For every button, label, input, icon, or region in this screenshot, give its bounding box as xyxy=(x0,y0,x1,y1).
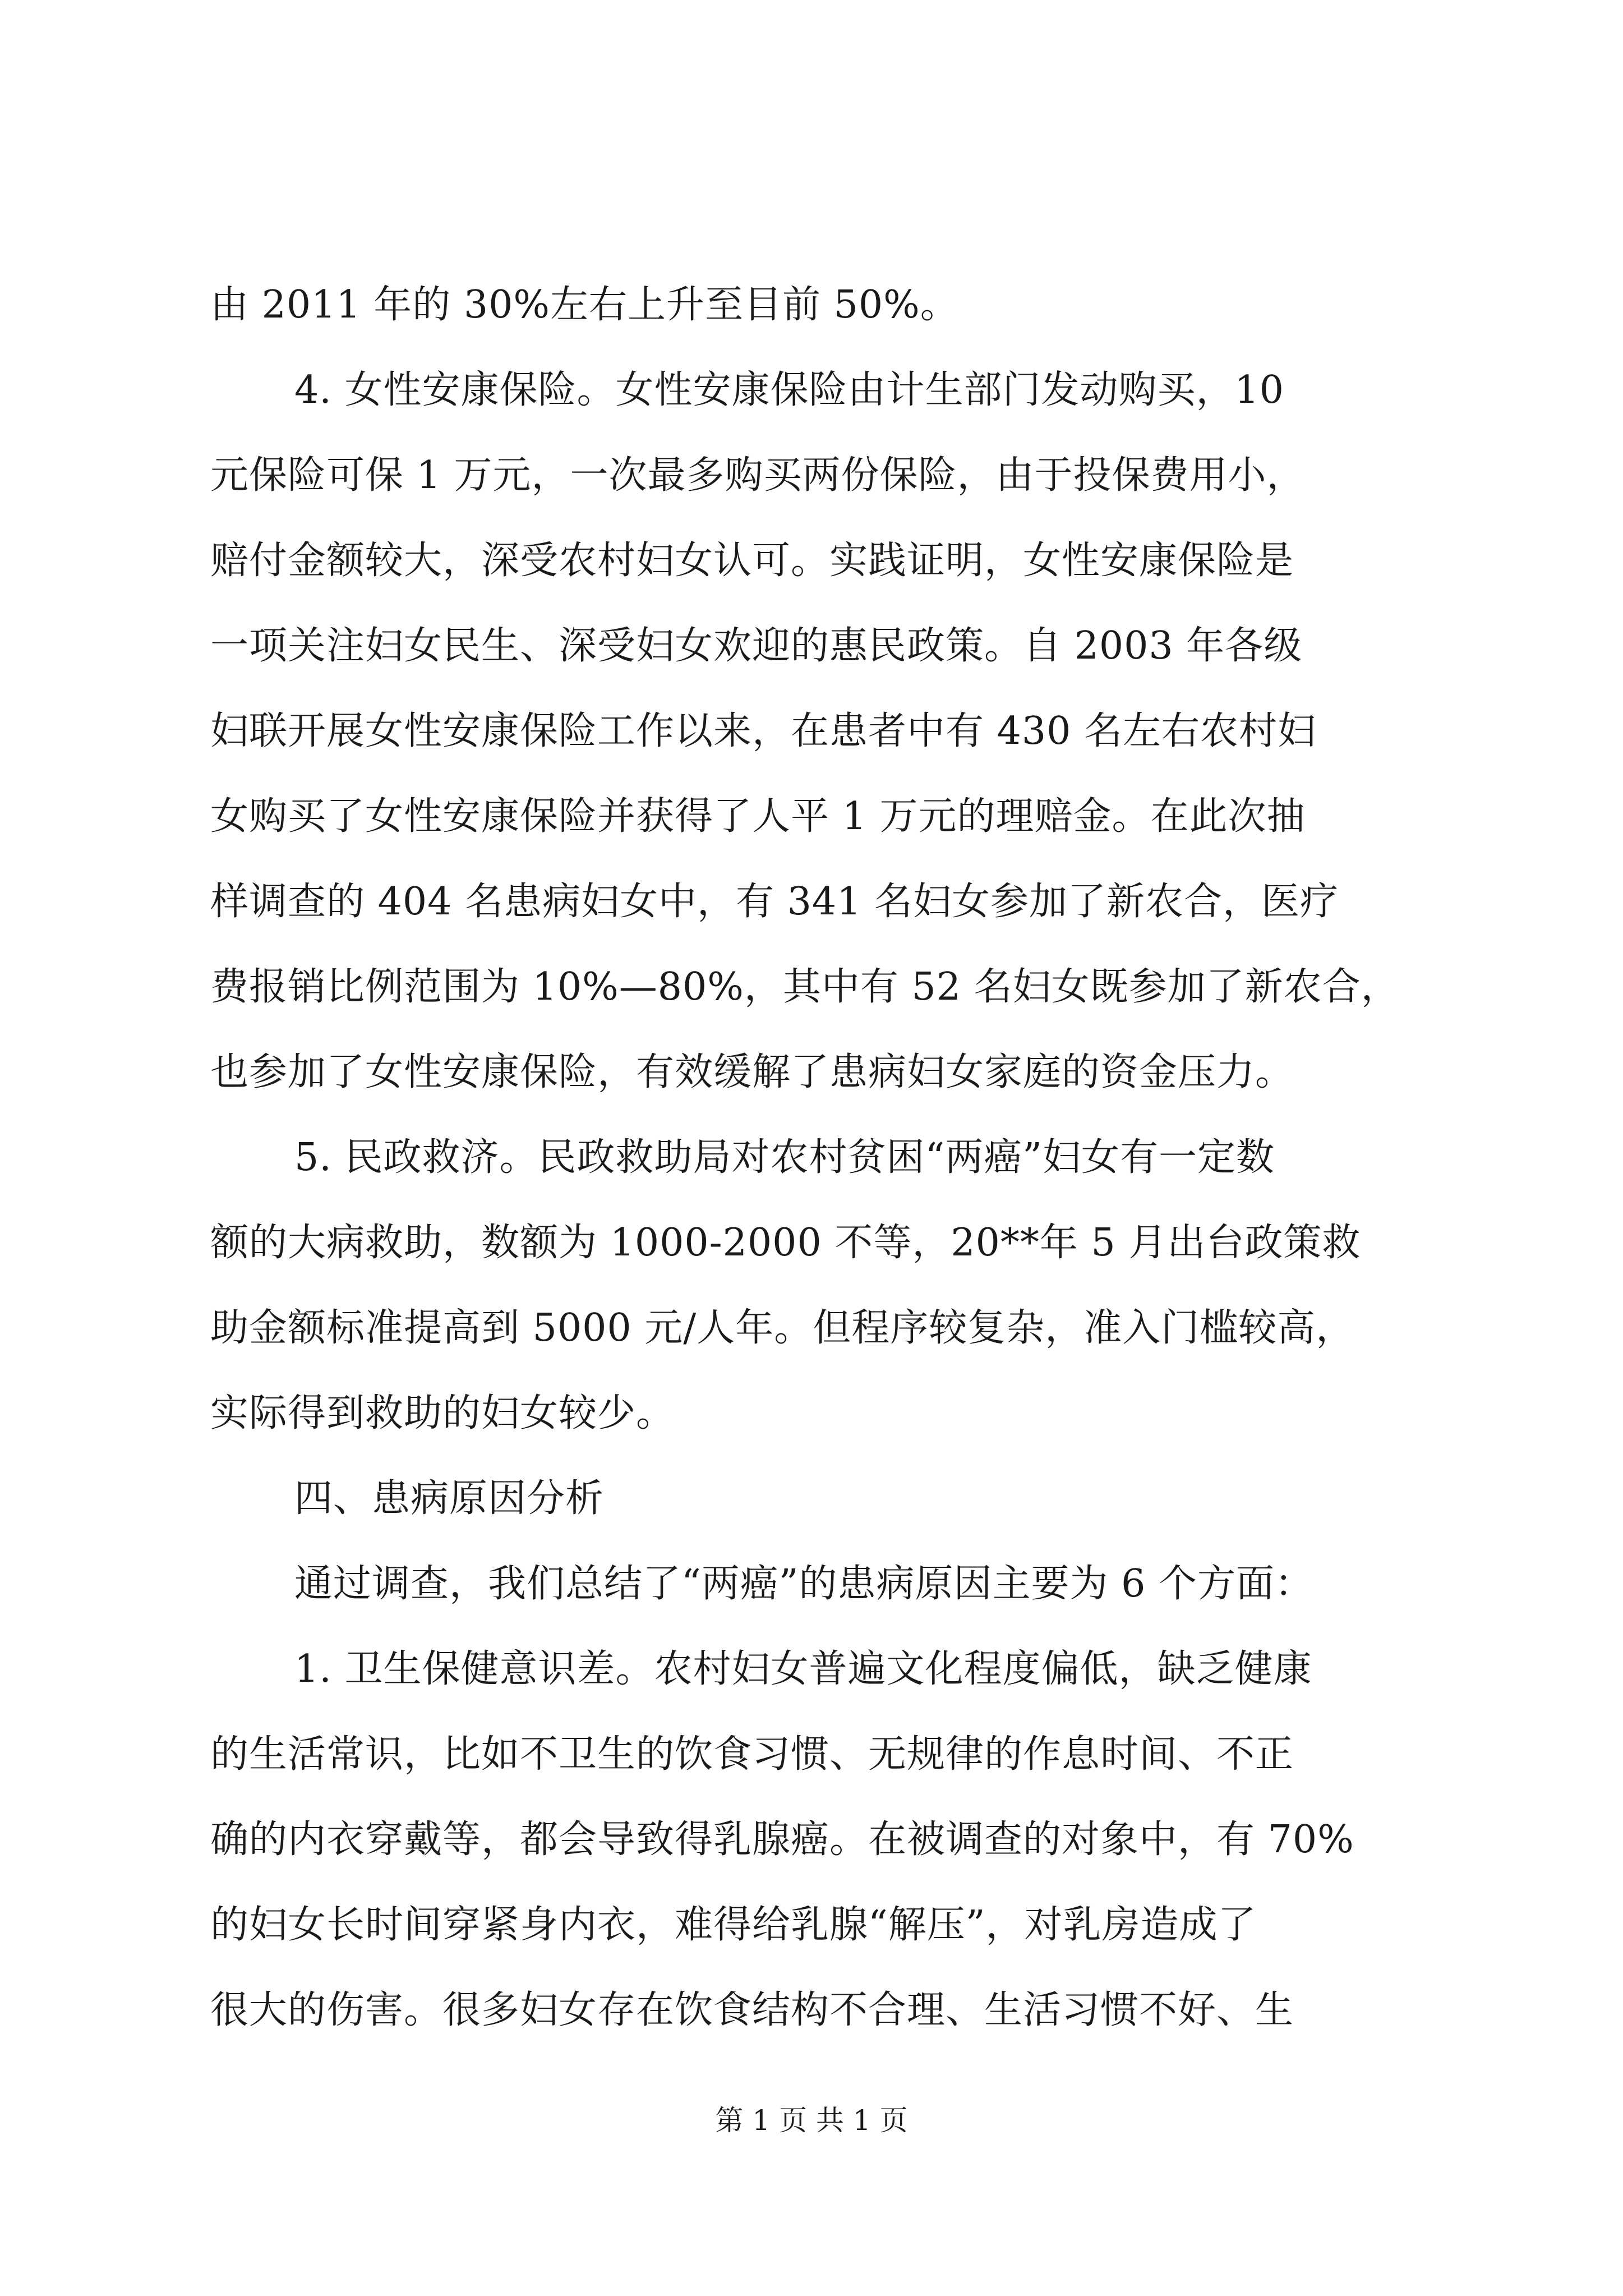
text-line: 妇联开展女性安康保险工作以来，在患者中有 430 名左右农村妇 xyxy=(210,709,1317,753)
page-footer: 第 1 页 共 1 页 xyxy=(715,2104,908,2137)
text-line: 的妇女长时间穿紧身内衣，难得给乳腺“解压”，对乳房造成了 xyxy=(210,1903,1257,1947)
text-line: 一项关注妇女民生、深受妇女欢迎的惠民政策。自 2003 年各级 xyxy=(210,624,1303,668)
text-line: 元保险可保 1 万元，一次最多购买两份保险，由于投保费用小， xyxy=(210,453,1306,498)
text-line: 确的内衣穿戴等，都会导致得乳腺癌。在被调查的对象中，有 70% xyxy=(210,1818,1354,1862)
text-line: 实际得到救助的妇女较少。 xyxy=(210,1391,675,1435)
text-line: 5. 民政救济。民政救助局对农村贫困“两癌”妇女有一定数 xyxy=(294,1135,1275,1180)
section-heading: 四、患病原因分析 xyxy=(294,1476,605,1521)
text-line: 4. 女性安康保险。女性安康保险由计生部门发动购买，10 xyxy=(294,368,1285,412)
body-text xyxy=(210,263,1416,2053)
text-line: 的生活常识，比如不卫生的饮食习惯、无规律的作息时间、不正 xyxy=(210,1732,1294,1777)
text-line: 赔付金额较大，深受农村妇女认可。实践证明，女性安康保险是 xyxy=(210,539,1294,583)
text-line: 由 2011 年的 30%左右上升至目前 50%。 xyxy=(210,283,959,327)
text-line: 费报销比例范围为 10%—80%，其中有 52 名妇女既参加了新农合， xyxy=(210,965,1400,1009)
text-line: 女购买了女性安康保险并获得了人平 1 万元的理赔金。在此次抽 xyxy=(210,794,1306,839)
text-line: 通过调查，我们总结了“两癌”的患病原因主要为 6 个方面： xyxy=(294,1562,1314,1606)
text-line: 样调查的 404 名患病妇女中，有 341 名妇女参加了新农合，医疗 xyxy=(210,880,1339,924)
text-line: 额的大病救助，数额为 1000-2000 不等，20**年 5 月出台政策救 xyxy=(210,1221,1361,1265)
text-line: 也参加了女性安康保险，有效缓解了患病妇女家庭的资金压力。 xyxy=(210,1050,1294,1094)
text-line: 助金额标准提高到 5000 元/人年。但程序较复杂，准入门槛较高， xyxy=(210,1306,1355,1350)
text-line: 很大的伤害。很多妇女存在饮食结构不合理、生活习惯不好、生 xyxy=(210,1988,1294,2032)
text-line: 1. 卫生保健意识差。农村妇女普遍文化程度偏低，缺乏健康 xyxy=(294,1647,1312,1691)
